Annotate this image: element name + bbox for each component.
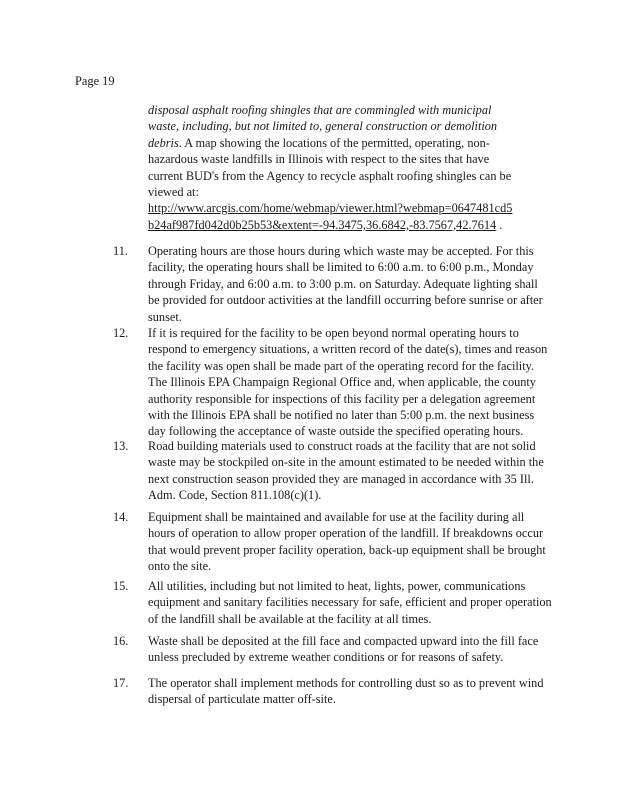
item-line: If it is required for the facility to be open beyond normal operating hours to <box>148 326 519 340</box>
item-text <box>148 675 548 708</box>
item-text <box>148 325 548 440</box>
paragraph-line: hazardous waste landfills in Illinois with respect to the sites that have <box>148 152 490 167</box>
item-line: Waste shall be deposited at the fill face and compacted upward into the fill face <box>148 634 539 648</box>
item-line: be provided for outdoor activities at the landfill occurring before sunrise or after <box>148 293 543 308</box>
page-number-header: Page 19 <box>75 74 115 88</box>
item-text <box>148 438 548 504</box>
item-text <box>148 578 552 627</box>
item-number: 13. <box>113 439 129 453</box>
item-line: with the Illinois EPA shall be notified no later than 5:00 p.m. the next business <box>148 408 535 423</box>
item-number: 17. <box>113 676 129 690</box>
paragraph-line <box>148 217 544 233</box>
item-line: Equipment shall be maintained and available for use at the facility during all <box>148 510 525 524</box>
item-line: Road building materials used to construct roads at the facility that are not solid <box>148 439 536 453</box>
paragraph-line <box>148 135 544 151</box>
item-line: that would prevent proper facility operation, back-up equipment shall be brought <box>148 542 546 557</box>
paragraph-line: disposal asphalt roofing shingles that are commingled with municipal <box>148 103 492 117</box>
item-line: day following the acceptance of waste outside the specified operating hours. <box>148 424 524 439</box>
item-line: dispersal of particulate matter off-site. <box>148 692 336 707</box>
item-number: 16. <box>113 634 129 648</box>
item-line: hours of operation to allow proper operation of the landfill. If breakdowns occur <box>148 526 544 541</box>
item-number: 11. <box>113 244 128 258</box>
item-line: the facility was open shall be made part of the operating record for the facility. <box>148 358 535 373</box>
item-text <box>148 509 548 575</box>
item-number: 12. <box>113 326 129 340</box>
item-line: The operator shall implement methods for controlling dust so as to prevent wind <box>148 676 544 690</box>
item-line: Adm. Code, Section 811.108(c)(1). <box>148 488 322 503</box>
item-line: facility, the operating hours shall be limited to 6:00 a.m. to 6:00 p.m., Monday <box>148 260 534 275</box>
item-number: 15. <box>113 579 129 593</box>
paragraph-line: viewed at: <box>148 185 199 200</box>
paragraph-text: . A map showing the locations of the permitted, operating, non- <box>178 135 490 150</box>
item-line: waste may be stockpiled on-site in the amount estimated to be needed within the <box>148 455 544 470</box>
item-line: sunset. <box>148 309 182 324</box>
item-number: 14. <box>113 510 129 524</box>
item-line: of the landfill shall be available at the facility at all times. <box>148 611 432 626</box>
item-text <box>148 633 548 666</box>
item-line: unless precluded by extreme weather conditions or for reasons of safety. <box>148 650 504 665</box>
item-line: equipment and sanitary facilities necessary for safe, efficient and proper operation <box>148 595 552 610</box>
italic-text: debris <box>148 135 179 150</box>
paragraph-line: current BUD's from the Agency to recycle asphalt roofing shingles can be <box>148 168 512 183</box>
webmap-link-continued[interactable]: b24af987fd042d0b25b53&extent=-94.3475,36.6842,-83.7567,42.7614 <box>148 217 497 232</box>
item-text <box>148 243 548 325</box>
item-line: Operating hours are those hours during which waste may be accepted. For this <box>148 244 534 258</box>
item-line: through Friday, and 6:00 a.m. to 3:00 p.m. on Saturday. Adequate lighting shall <box>148 276 538 291</box>
continuation-paragraph <box>148 102 544 233</box>
item-line: onto the site. <box>148 559 212 574</box>
paragraph-line: waste, including, but not limited to, general construction or demolition <box>148 119 498 134</box>
item-line: All utilities, including but not limited to heat, lights, power, communications <box>148 579 526 593</box>
webmap-link[interactable]: http://www.arcgis.com/home/webmap/viewer.html?webmap=0647481cd5 <box>148 201 513 216</box>
item-line: respond to emergency situations, a written record of the date(s), times and reason <box>148 342 548 357</box>
item-line: The Illinois EPA Champaign Regional Office and, when applicable, the county <box>148 375 536 390</box>
item-line: next construction season provided they are managed in accordance with 35 Ill. <box>148 471 534 486</box>
paragraph-text: . <box>496 217 503 232</box>
item-line: authority responsible for inspections of this facility per a delegation agreement <box>148 391 536 406</box>
